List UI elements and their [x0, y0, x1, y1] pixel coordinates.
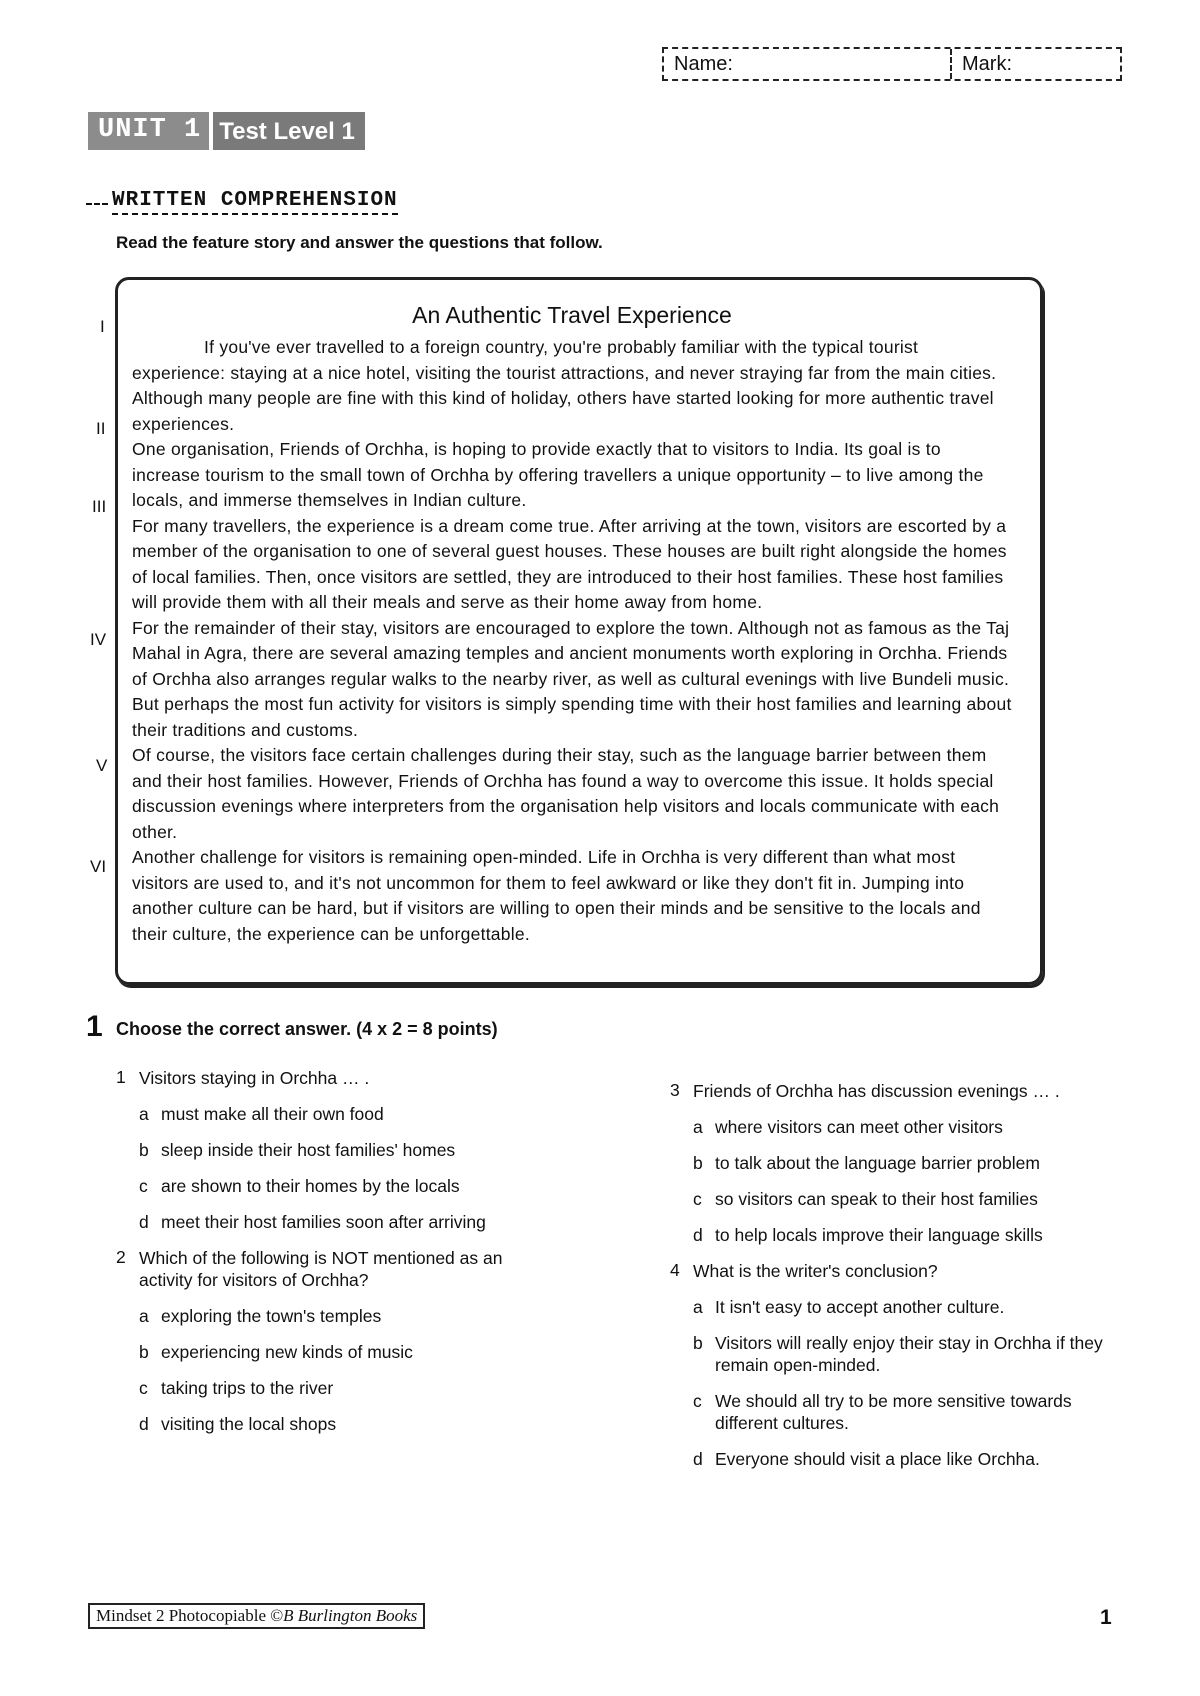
copyright-footer [88, 1603, 425, 1629]
option-text: experiencing new kinds of music [161, 1342, 413, 1362]
option-letter: c [139, 1176, 148, 1196]
answer-option[interactable] [139, 1377, 546, 1399]
questions-left-column [116, 1067, 546, 1449]
story-title: An Authentic Travel Experience [412, 302, 732, 328]
option-letter: d [139, 1212, 149, 1232]
question-number: 4 [670, 1260, 680, 1280]
paragraph-number: V [96, 756, 108, 775]
answer-option[interactable] [693, 1448, 1110, 1470]
question [670, 1260, 1110, 1282]
exercise-number: 1 [86, 1010, 103, 1043]
option-text: visiting the local shops [161, 1414, 337, 1434]
option-letter: d [693, 1225, 703, 1245]
footer-series: Mindset 2 Photocopiable © [96, 1606, 284, 1625]
answer-option[interactable] [139, 1175, 546, 1197]
paragraph-number: II [96, 419, 106, 438]
answer-option[interactable] [693, 1188, 1110, 1210]
option-letter: c [693, 1391, 702, 1411]
option-letter: c [139, 1378, 148, 1398]
option-text: It isn't easy to accept another culture. [715, 1297, 1005, 1317]
option-text: must make all their own food [161, 1104, 384, 1124]
answer-option[interactable] [139, 1211, 546, 1233]
question-number: 3 [670, 1080, 680, 1100]
answer-option[interactable] [693, 1296, 1110, 1318]
name-mark-box [662, 47, 1122, 81]
question-text: Visitors staying in Orchha … . [139, 1068, 370, 1088]
answer-option[interactable] [139, 1413, 546, 1435]
mark-field[interactable] [952, 49, 1120, 79]
reading-instruction: Read the feature story and answer the questions that follow. [116, 233, 603, 252]
option-letter: c [693, 1189, 702, 1209]
answer-option[interactable] [693, 1152, 1110, 1174]
section-title-text: WRITTEN COMPREHENSION [112, 189, 398, 215]
option-text: exploring the town's temples [161, 1306, 382, 1326]
answer-option[interactable] [693, 1116, 1110, 1138]
option-letter: b [139, 1342, 149, 1362]
question-text: What is the writer's conclusion? [693, 1261, 938, 1281]
section-title [86, 189, 398, 212]
option-letter: d [139, 1414, 149, 1434]
mark-label: Mark: [962, 53, 1012, 75]
question [670, 1080, 1110, 1102]
answer-option[interactable] [139, 1305, 546, 1327]
answer-option[interactable] [139, 1103, 546, 1125]
question-text: Which of the following is NOT mentioned as an activity for visitors of Orchha? [139, 1248, 503, 1290]
unit-header [88, 112, 365, 150]
option-letter: a [693, 1117, 703, 1137]
answer-option[interactable] [693, 1332, 1110, 1376]
story-paragraph: Of course, the visitors face certain challenges during their stay, such as the language barrier between them and their host families. However, Friends of Orchha has found a way to overcome this issue. It holds special discussion evenings where interpreters from the organisation help visitors and locals communicate with each other. [132, 745, 1000, 842]
option-text: sleep inside their host families' homes [161, 1140, 456, 1160]
answer-option[interactable] [693, 1224, 1110, 1246]
paragraph-number: VI [90, 857, 107, 876]
page-number: 1 [1100, 1606, 1112, 1629]
question [116, 1067, 546, 1089]
name-field[interactable] [664, 49, 952, 79]
option-text: are shown to their homes by the locals [161, 1176, 460, 1196]
option-text: We should all try to be more sensitive towards different cultures. [715, 1391, 1072, 1433]
answer-option[interactable] [693, 1390, 1110, 1434]
level-label: Test Level 1 [213, 112, 365, 150]
story-paragraph: One organisation, Friends of Orchha, is hoping to provide exactly that to visitors to India. Its goal is to increase tourism to the small town of Orchha by offering travellers a unique opportunity – to live among the locals, and immerse themselves in Indian culture. [132, 439, 984, 510]
option-text: to talk about the language barrier problem [715, 1153, 1040, 1173]
option-text: Visitors will really enjoy their stay in Orchha if they remain open-minded. [715, 1333, 1103, 1375]
questions-right-column [670, 1080, 1110, 1484]
story-paragraph: For the remainder of their stay, visitors are encouraged to explore the town. Although not as famous as the Taj Mahal in Agra, there are several amazing temples and ancient monuments worth exploring in Orchha. Friends of Orchha also arranges regular walks to the nearby river, as well as cultural evenings with live Bundeli music. But perhaps the most fun activity for visitors is simply spending time with their host families and learning about their traditions and customs. [132, 617, 1012, 740]
paragraph-number: IV [90, 630, 107, 649]
question [116, 1247, 546, 1291]
option-text: so visitors can speak to their host families [715, 1189, 1038, 1209]
question-text: Friends of Orchha has discussion evenings … . [693, 1081, 1060, 1101]
footer-publisher: B Burlington Books [283, 1606, 418, 1625]
option-letter: b [693, 1153, 703, 1173]
story-box [115, 277, 1043, 985]
option-letter: b [139, 1140, 149, 1160]
option-text: to help locals improve their language skills [715, 1225, 1043, 1245]
option-letter: a [139, 1104, 149, 1124]
option-letter: b [693, 1333, 703, 1353]
story-paragraph: Another challenge for visitors is remaining open-minded. Life in Orchha is very different than what most visitors are used to, and it's not uncommon for them to feel awkward or like they don't fit in. Jumping into another culture can be hard, but if visitors are willing to open their minds and be sensitive to the locals and their culture, the experience can be unforgettable. [132, 847, 981, 944]
name-label: Name: [674, 53, 733, 75]
answer-option[interactable] [139, 1139, 546, 1161]
paragraph-number: III [92, 497, 107, 516]
option-text: meet their host families soon after arriving [161, 1212, 486, 1232]
option-text: Everyone should visit a place like Orchha. [715, 1449, 1040, 1469]
option-text: where visitors can meet other visitors [715, 1117, 1003, 1137]
question-number: 1 [116, 1067, 126, 1087]
question-number: 2 [116, 1247, 126, 1267]
unit-label: UNIT 1 [88, 112, 209, 150]
option-letter: a [139, 1306, 149, 1326]
option-letter: d [693, 1449, 703, 1469]
paragraph-number: I [100, 317, 105, 336]
option-letter: a [693, 1297, 703, 1317]
story-paragraph: If you've ever travelled to a foreign country, you're probably familiar with the typical tourist experience: staying at a nice hotel, visiting the tourist attractions, and never straying far from the main cities. Although many people are fine with this kind of holiday, others have started looking for more authentic travel experiences. [132, 337, 997, 434]
option-text: taking trips to the river [161, 1378, 334, 1398]
answer-option[interactable] [139, 1341, 546, 1363]
story-paragraph: For many travellers, the experience is a dream come true. After arriving at the town, visitors are escorted by a member of the organisation to one of several guest houses. These houses are built right alongside the homes of local families. Then, once visitors are settled, they are introduced to their host families. These host families will provide them with all their meals and serve as their home away from home. [132, 515, 1007, 612]
exercise-title: Choose the correct answer. (4 x 2 = 8 points) [116, 1019, 498, 1039]
